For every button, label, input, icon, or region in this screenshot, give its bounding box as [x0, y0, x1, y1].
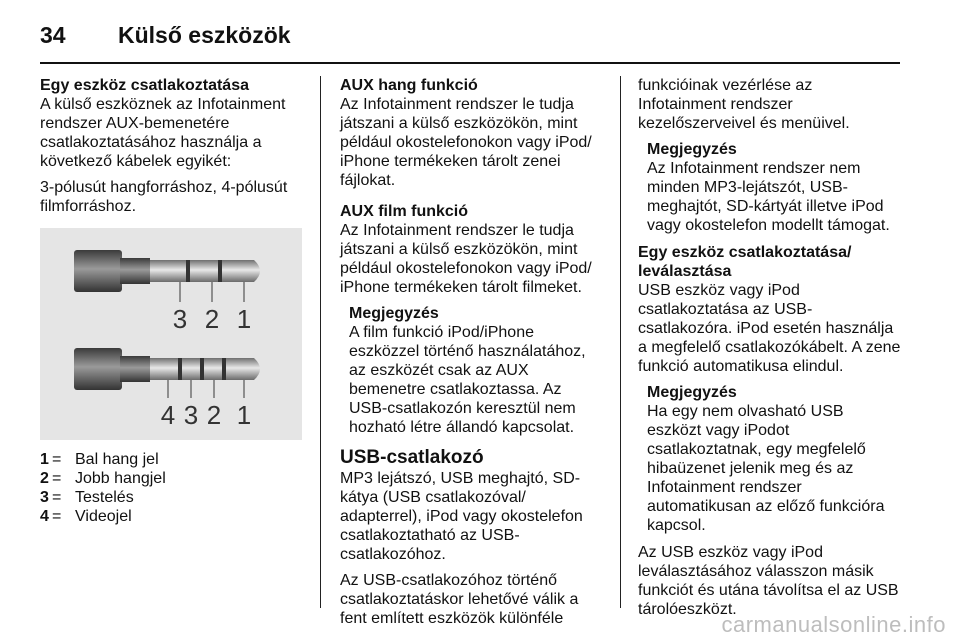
jack-3-label-1: 1: [236, 304, 252, 334]
jack-3-label-2: 2: [204, 304, 220, 334]
usb-text: MP3 lejátszó, USB meghajtó, SD-kátya (USB csatlakozóval/ adapterrel), iPod vagy okostelefon csatlakoztatható az USB-csatlakozóhoz.: [340, 470, 583, 563]
column-right: [638, 76, 902, 626]
connect-paragraph: A külső eszköznek az Infotainment rendszer AUX-bemenetére csatlakoztatásához használja a következő kábelek egyikét:: [40, 96, 286, 170]
disconnect-text: Az USB eszköz vagy iPod leválasztásához válasszon másik funkciót és utána távolítsa el az USB tárolóeszközt.: [638, 544, 899, 618]
jack-3-label-3: 3: [172, 304, 188, 334]
usb-heading: USB-csatlakozó: [340, 447, 484, 468]
jack-4-shaft: [150, 358, 246, 380]
column-middle: [340, 76, 602, 635]
jack-3-pole: [74, 250, 260, 334]
legend-equals: =: [52, 489, 62, 506]
note-text: Ha egy nem olvasható USB eszközt vagy iPodot csatlakoztatnak, egy megfelelő hibaüzenet jelenik meg és az Infotainment rendszer automatikusan az előző funkcióra kapcsol.: [647, 403, 885, 534]
section-heading-connect: Egy eszköz csatlakoztatása: [40, 77, 249, 94]
legend-item: [40, 488, 302, 507]
note-block: [638, 140, 902, 235]
legend-item: [40, 507, 302, 526]
jack-4-label-4: 4: [160, 400, 176, 430]
legend-equals: =: [52, 451, 62, 468]
legend-equals: =: [52, 508, 62, 525]
legend-number: 3: [40, 489, 49, 506]
note-title: Megjegyzés: [349, 305, 439, 322]
jack-4-body: [74, 348, 122, 390]
jack-4-pole: [74, 348, 260, 430]
jack-3-body: [74, 250, 122, 292]
legend-text: Bal hang jel: [75, 451, 159, 468]
aux-audio-text: Az Infotainment rendszer le tudja játszani a külső eszközökön, mint például okostelefonokon vagy iPod/ iPhone termékeken tárolt zenei fájlokat.: [340, 96, 592, 189]
jack-4-label-2: 2: [206, 400, 222, 430]
note-text: Az Infotainment rendszer nem minden MP3-lejátszót, USB-meghajtót, SD-kártyát illetve iPod vagy okostelefon modellt támogat.: [647, 160, 890, 234]
column-left: [40, 76, 302, 526]
legend-number: 4: [40, 508, 49, 525]
connect-disconnect-heading: Egy eszköz csatlakoztatása/ leválasztása: [638, 244, 852, 280]
legend-number: 1: [40, 451, 49, 468]
note-block: [340, 304, 602, 437]
note-title: Megjegyzés: [647, 384, 737, 401]
legend-text: Testelés: [75, 489, 134, 506]
aux-video-heading: AUX film funkció: [340, 203, 469, 220]
header-divider: [40, 62, 900, 64]
connect-text: USB eszköz vagy iPod csatlakoztatása az USB-csatlakozóra. iPod esetén használja a megfelelő csatlakozókábelt. A zene funkció automatikusa elindul.: [638, 282, 901, 375]
watermark: carmanualsonline.info: [721, 612, 946, 637]
page-title: Külső eszközök: [118, 21, 291, 48]
legend-item: [40, 469, 302, 488]
jack-4-label-1: 1: [236, 400, 252, 430]
column-divider-2: [620, 76, 621, 608]
pole-paragraph: 3-pólusút hangforráshoz, 4-pólusút filmforráshoz.: [40, 179, 288, 215]
aux-audio-heading: AUX hang funkció: [340, 77, 478, 94]
continued-text: funkcióinak vezérlése az Infotainment rendszer kezelőszerveivel és menüivel.: [638, 77, 850, 132]
note-title: Megjegyzés: [647, 141, 737, 158]
usb-connect-text: Az USB-csatlakozóhoz történő csatlakoztatáskor lehetővé válik a fent említett eszközök különféle: [340, 572, 579, 627]
legend-text: Jobb hangjel: [75, 470, 166, 487]
note-block: [638, 383, 902, 535]
jack-3-shaft: [150, 260, 246, 282]
legend-item: [40, 450, 302, 469]
page-number: 34: [40, 21, 66, 48]
legend-number: 2: [40, 470, 49, 487]
jack-connectors-figure: [40, 228, 302, 440]
column-divider-1: [320, 76, 321, 608]
jack-4-label-3: 3: [183, 400, 199, 430]
legend-text: Videojel: [75, 508, 132, 525]
legend-equals: =: [52, 470, 62, 487]
figure-legend: [40, 450, 302, 526]
aux-video-text: Az Infotainment rendszer le tudja játszani a külső eszközökön, mint például okostelefonokon vagy iPod/ iPhone termékeken tárolt filmeket.: [340, 222, 592, 296]
note-text: A film funkció iPod/iPhone eszközzel történő használatához, az eszközét csak az AUX bemenetre csatlakoztassa. Az USB-csatlakozón keresztül nem hozható létre állandó kapcsolat.: [349, 324, 586, 436]
page-header: [40, 18, 291, 52]
